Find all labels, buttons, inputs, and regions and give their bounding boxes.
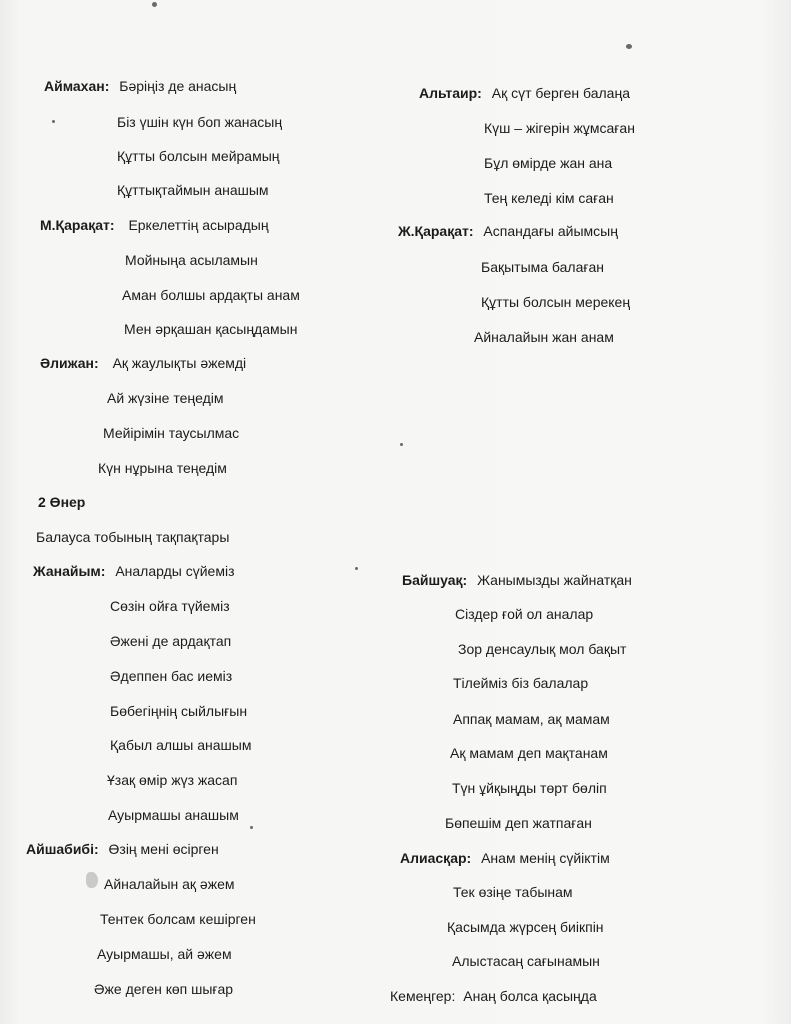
verse-line: Әже деген көп шығар <box>94 981 234 997</box>
group-title: Балауса тобының тақпақтары <box>36 529 230 545</box>
speaker-line <box>26 840 219 858</box>
verse-line: Әдеппен бас иеміз <box>110 668 233 684</box>
verse-line: Бақытыма балаған <box>481 259 604 275</box>
scan-speck <box>52 120 55 123</box>
verse-line: Күш – жігерін жұмсаған <box>484 120 635 136</box>
verse-line: Құтты болсын мейрамың <box>117 148 280 164</box>
verse-line: Күн нұрына теңедім <box>98 460 227 476</box>
scan-speck <box>152 2 157 7</box>
scan-speck <box>355 567 358 570</box>
speaker-name: Әлижан: <box>40 355 99 371</box>
speaker-line <box>419 84 630 102</box>
scan-smudge <box>86 872 98 888</box>
verse-line: Айналайын жан анам <box>474 329 614 345</box>
verse-line: Бөбегіңнің сыйлығын <box>110 703 248 719</box>
verse-line: Ақ мамам деп мақтанам <box>450 745 608 761</box>
speaker-name: Айшабибі: <box>26 841 99 857</box>
section-heading: 2 Өнер <box>38 494 86 510</box>
speaker-line <box>390 987 597 1005</box>
verse-line: Аппақ мамам, ақ мамам <box>453 711 610 727</box>
verse-line: Құтты болсын мерекең <box>481 294 631 310</box>
speaker-name: Ж.Қарақат: <box>398 223 474 239</box>
speaker-line <box>44 77 236 95</box>
verse-line: Мен әрқашан қасыңдамын <box>124 321 298 337</box>
verse-line: Өзің мені өсірген <box>108 841 219 857</box>
speaker-line <box>402 571 632 589</box>
verse-line: Жанымызды жайнатқан <box>477 572 632 588</box>
verse-line: Біз үшін күн боп жанасың <box>117 114 283 130</box>
verse-line: Тілейміз біз балалар <box>453 675 589 691</box>
verse-line: Қасымда жүрсең биікпін <box>447 919 604 935</box>
verse-line: Ақ сүт берген балаңа <box>491 85 630 101</box>
verse-line: Бөпешім деп жатпаған <box>445 815 592 831</box>
verse-line: Анаң болса қасыңда <box>463 988 597 1004</box>
speaker-name: Альтаир: <box>419 85 482 101</box>
speaker-line <box>400 849 610 867</box>
speaker-name: Байшуақ: <box>402 572 468 588</box>
speaker-line <box>40 354 246 372</box>
verse-line: Сіздер ғой ол аналар <box>455 606 594 622</box>
speaker-name: Алиасқар: <box>400 850 472 866</box>
verse-line: Түн ұйқыңды төрт бөліп <box>452 780 607 796</box>
verse-line: Тентек болсам кешірген <box>100 911 256 927</box>
speaker-name: М.Қарақат: <box>40 217 115 233</box>
speaker-line <box>33 562 235 580</box>
verse-line: Сөзін ойға түйеміз <box>110 598 230 614</box>
verse-line: Аналарды сүйеміз <box>115 563 235 579</box>
verse-line: Бұл өмірде жан ана <box>484 155 613 171</box>
speaker-line <box>40 216 269 234</box>
verse-line: Аман болшы ардақты анам <box>122 287 300 303</box>
verse-line: Әжені де ардақтап <box>110 633 232 649</box>
scan-speck <box>400 443 403 446</box>
verse-line: Ұзақ өмір жүз жасап <box>107 772 238 788</box>
verse-line: Тең келеді кім саған <box>484 190 614 206</box>
verse-line: Аспандағы айымсың <box>483 223 618 239</box>
speaker-line <box>398 222 618 240</box>
speaker-name: Кемеңгер: <box>390 988 456 1004</box>
verse-line: Ақ жаулықты әжемді <box>112 355 247 371</box>
verse-line: Ай жүзіне теңедім <box>107 390 224 406</box>
verse-line: Ауырмашы анашым <box>108 807 239 823</box>
verse-line: Ауырмашы, ай әжем <box>97 946 232 962</box>
verse-line: Мейірімін таусылмас <box>103 425 240 441</box>
verse-line: Анам менің сүйіктім <box>481 850 610 866</box>
verse-line: Зор денсаулық мол бақыт <box>458 641 627 657</box>
verse-line: Еркелеттің асырадың <box>128 217 269 233</box>
verse-line: Қабыл алшы анашым <box>110 737 252 753</box>
verse-line: Айналайын ақ әжем <box>104 876 235 892</box>
scan-speck <box>250 826 253 829</box>
speaker-name: Аймахан: <box>44 78 110 94</box>
verse-line: Құттықтаймын анашым <box>117 182 269 198</box>
speaker-name: Жанайым: <box>33 563 106 579</box>
scan-speck <box>626 44 632 49</box>
verse-line: Бәріңіз де анасың <box>119 78 237 94</box>
verse-line: Мойныңа асыламын <box>125 252 258 268</box>
verse-line: Тек өзіңе табынам <box>453 884 573 900</box>
verse-line: Алыстасаң сағынамын <box>452 953 600 969</box>
